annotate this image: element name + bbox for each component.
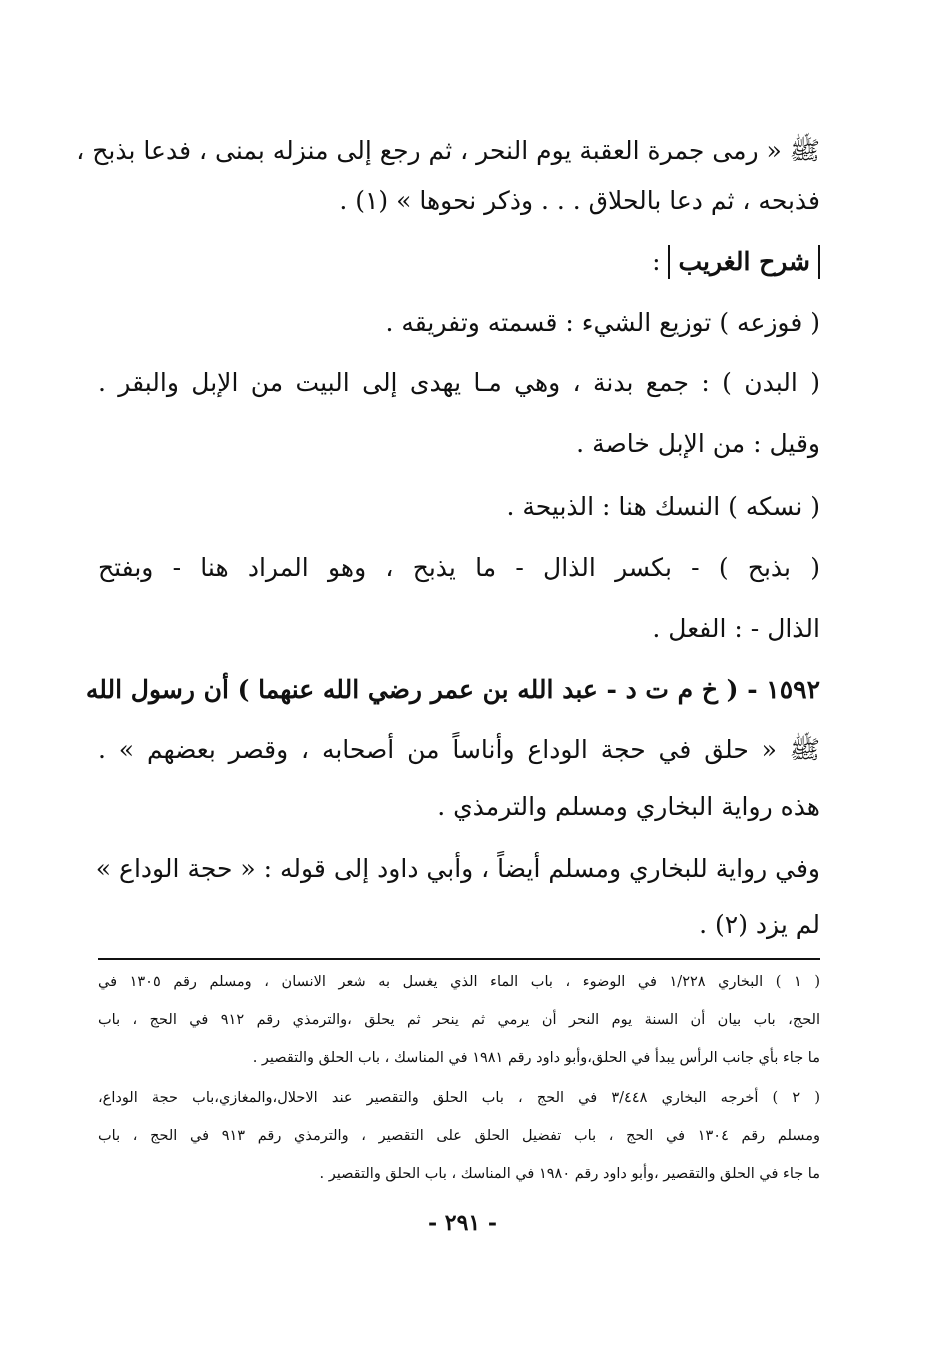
text-line-13: وفي رواية للبخاري ومسلم أيضاً ، وأبي داود إلى قوله : « حجة الوداع » xyxy=(95,854,820,883)
text-line-7: ( نسكه ) النسك هنا : الذبيحة . xyxy=(506,492,820,521)
footnote-line-1: ( ١ ) البخاري ١/٢٢٨ في الوضوء ، باب الماء الذي يغسل به شعر الانسان ، ومسلم رقم ١٣٠٥ في xyxy=(98,974,820,990)
footnote-line-3: ما جاء بأي جانب الرأس يبدأ في الحلق،وأبو داود رقم ١٩٨١ في المناسك ، باب الحلق والتقصير . xyxy=(252,1050,820,1066)
heading-label: شرح الغريب xyxy=(678,247,810,276)
text-line-9: الذال - : الفعل . xyxy=(652,614,820,643)
text-line-11: ﷺ « حلق في حجة الوداع وأناساً من أصحابه ، وقصر بعضهم » . xyxy=(98,735,820,764)
text-line-2: فذبحه ، ثم دعا بالحلاق . . . وذكر نحوها » (١) . xyxy=(339,186,820,215)
footnote-line-2: الحج، باب بيان أن السنة يوم النحر أن يرمي ثم ينحر ثم يحلق ،والترمذي رقم ٩١٢ في الحج ، باب xyxy=(98,1012,820,1028)
footnote-line-5: ومسلم رقم ١٣٠٤ في الحج ، باب تفضيل الحلق على التقصير ، والترمذي رقم ٩١٣ في الحج ، باب xyxy=(98,1128,820,1144)
page-number: - ٢٩١ - xyxy=(427,1210,498,1236)
footnote-separator xyxy=(98,958,820,960)
text-line-12: هذه رواية البخاري ومسلم والترمذي . xyxy=(437,792,820,821)
text-line-8: ( بذبح ) - بكسر الذال - ما يذبح ، وهو المراد هنا - وبفتح xyxy=(98,553,820,582)
section-heading-gharib xyxy=(652,245,820,279)
text-line-1: ﷺ « رمى جمرة العقبة يوم النحر ، ثم رجع إلى منزله بمنى ، فدعا بذبح ، xyxy=(76,136,820,165)
text-line-5: ( البدن ) : جمع بدنة ، وهي مـا يهدى إلى البيت من الإبل والبقر . xyxy=(98,368,820,397)
text-line-4: ( فوزعه ) توزيع الشيء : قسمته وتفريقه . xyxy=(385,308,820,337)
heading-bracket-box xyxy=(668,245,820,279)
heading-colon: : xyxy=(652,247,661,276)
text-line-14: لم يزد (٢) . xyxy=(699,910,820,939)
footnote-line-4: ( ٢ ) أخرجه البخاري ٣/٤٤٨ في الحج ، باب الحلق والتقصير عند الاحلال،والمغازي،باب حجة الوداع، xyxy=(98,1090,820,1106)
hadith-heading-1592: ١٥٩٢ - ( خ م ت د - عبد الله بن عمر رضي الله عنهما ) أن رسول الله xyxy=(85,675,820,704)
text-line-6: وقيل : من الإبل خاصة . xyxy=(576,429,820,458)
footnote-line-6: ما جاء في الحلق والتقصير ،وأبو داود رقم ١٩٨٠ في المناسك ، باب الحلق والتقصير . xyxy=(319,1166,820,1182)
